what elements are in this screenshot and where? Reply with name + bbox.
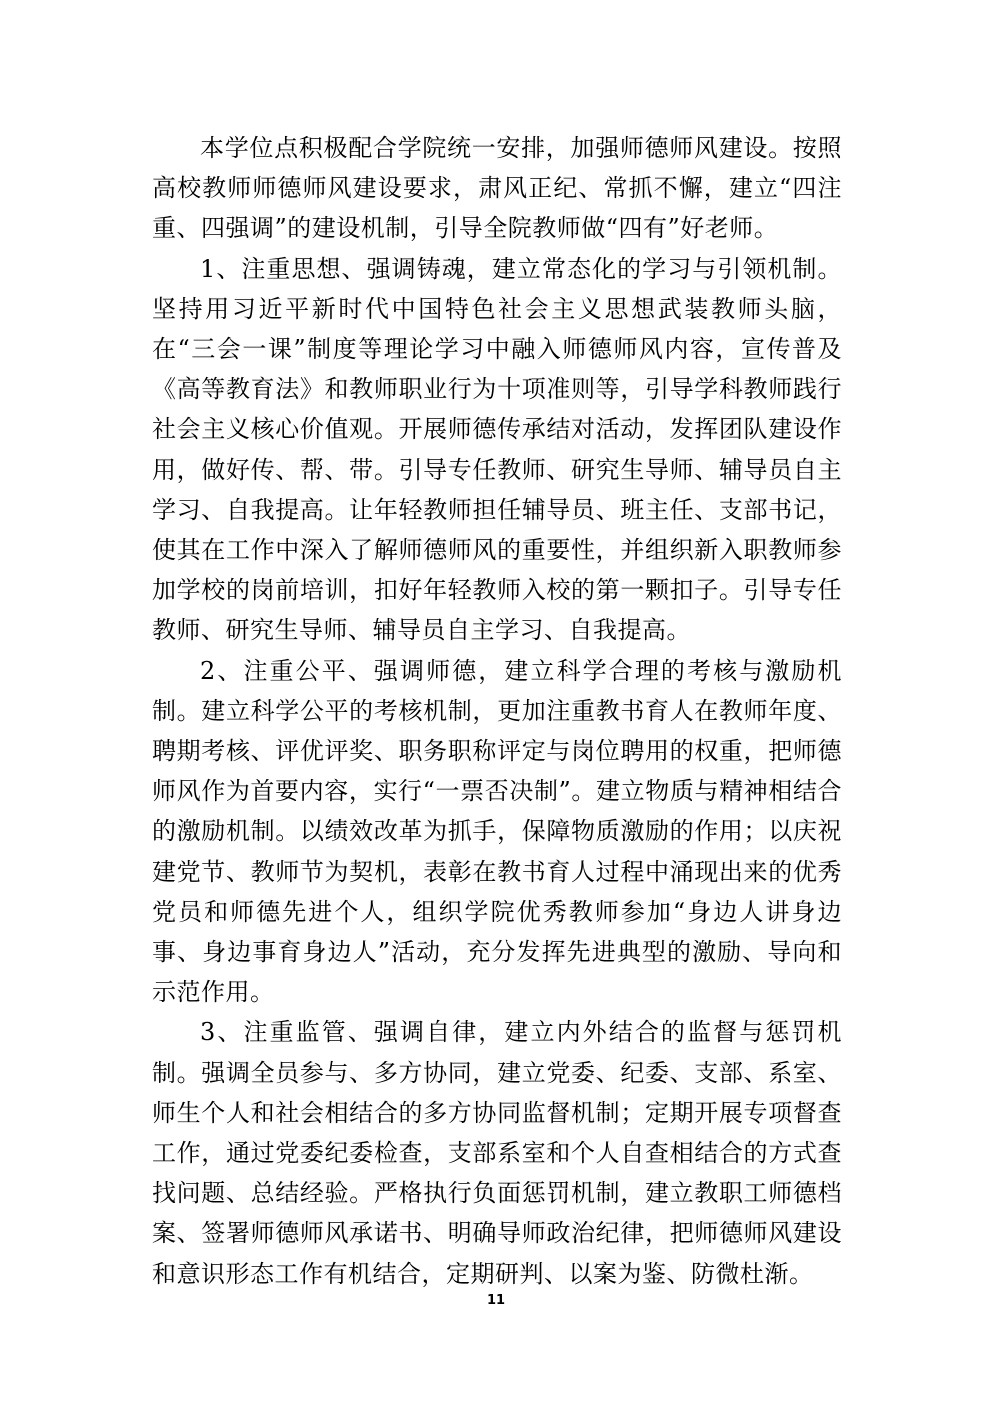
section-2-paragraph: 2、注重公平、强调师德，建立科学合理的考核与激励机制。建立科学公平的考核机制，更加注重教书育人在教师年度、聘期考核、评优评奖、职务职称评定与岗位聘用的权重，把师德师风作为首要内容，实行“一票否决制”。建立物质与精神相结合的激励机制。以绩效改革为抓手，保障物质激励的作用；以庆祝建党节、教师节为契机，表彰在教书育人过程中涌现出来的优秀党员和师德先进个人，组织学院优秀教师参加“身边人讲身边事、身边事育身边人”活动，充分发挥先进典型的激励、导向和示范作用。 — [152, 656, 842, 1007]
section-1-paragraph: 1、注重思想、强调铸魂，建立常态化的学习与引领机制。坚持用习近平新时代中国特色社会主义思想武装教师头脑，在“三会一课”制度等理论学习中融入师德师风内容，宣传普及《高等教育法》和教师职业行为十项准则等，引导学科教师践行社会主义核心价值观。开展师德传承结对活动，发挥团队建设作用，做好传、帮、带。引导专任教师、研究生导师、辅导员自主学习、自我提高。让年轻教师担任辅导员、班主任、支部书记，使其在工作中深入了解师德师风的重要性，并组织新入职教师参加学校的岗前培训，扣好年轻教师入校的第一颗扣子。引导专任教师、研究生导师、辅导员自主学习、自我提高。 — [152, 254, 842, 645]
body-text — [152, 128, 842, 1294]
page-number: 11 — [486, 1293, 506, 1308]
intro-paragraph: 本学位点积极配合学院统一安排，加强师德师风建设。按照高校教师师德师风建设要求，肃风正纪、常抓不懈，建立“四注重、四强调”的建设机制，引导全院教师做“四有”好老师。 — [152, 134, 842, 243]
section-3-paragraph: 3、注重监管、强调自律，建立内外结合的监督与惩罚机制。强调全员参与、多方协同，建立党委、纪委、支部、系室、师生个人和社会相结合的多方协同监督机制；定期开展专项督查工作，通过党委纪委检查，支部系室和个人自查相结合的方式查找问题、总结经验。严格执行负面惩罚机制，建立教职工师德档案、签署师德师风承诺书、明确导师政治纪律，把师德师风建设和意识形态工作有机结合，定期研判、以案为鉴、防微杜渐。 — [152, 1018, 842, 1288]
